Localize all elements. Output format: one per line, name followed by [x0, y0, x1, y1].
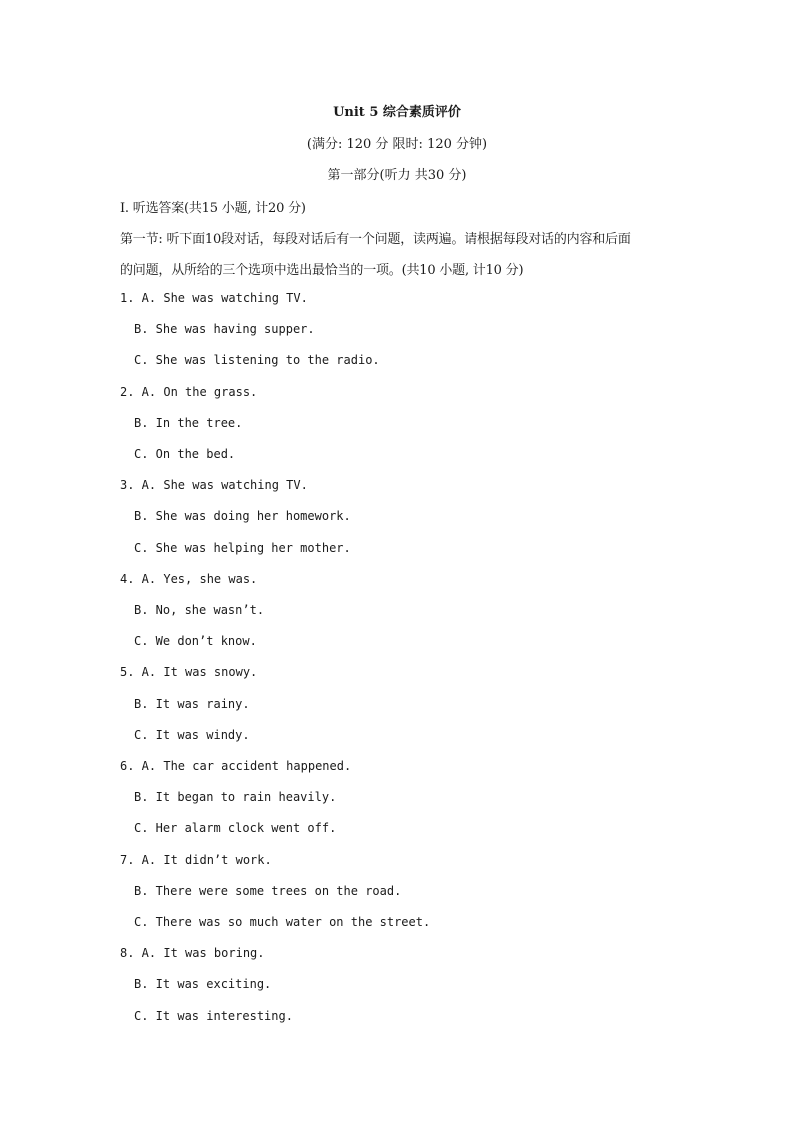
question-4-option-c: C. We don’t know. [134, 634, 257, 648]
question-1-option-a: 1. A. She was watching TV. [120, 291, 308, 305]
question-6-option-a: 6. A. The car accident happened. [120, 759, 352, 773]
question-8-option-c: C. It was interesting. [134, 1009, 293, 1023]
question-5-option-b: B. It was rainy. [134, 697, 250, 711]
question-1-option-b: B. She was having supper. [134, 322, 315, 336]
question-3-option-b: B. She was doing her homework. [134, 509, 351, 523]
page-title: Unit 5 综合素质评价 [333, 105, 461, 120]
instruction-line-2: 的问题，从所给的三个选项中选出最恰当的一项。(共10 小题, 计10 分) [120, 263, 524, 278]
question-7-option-a: 7. A. It didn’t work. [120, 853, 272, 867]
question-2-option-c: C. On the bed. [134, 447, 236, 461]
question-7-option-b: B. There were some trees on the road. [134, 884, 402, 898]
question-3-option-c: C. She was helping her mother. [134, 541, 351, 555]
question-1-option-c: C. She was listening to the radio. [134, 353, 380, 367]
question-4-option-b: B. No, she wasn’t. [134, 603, 265, 617]
question-6-option-b: B. It began to rain heavily. [134, 790, 337, 804]
question-5-option-c: C. It was windy. [134, 728, 250, 742]
section-heading: I. 听选答案(共15 小题, 计20 分) [120, 201, 306, 216]
instruction-line-1: 第一节: 听下面10段对话，每段对话后有一个问题，读两遍。请根据每段对话的内容和后面 [120, 232, 631, 247]
question-8-option-b: B. It was exciting. [134, 977, 272, 991]
score-time-info: (满分: 120 分 限时: 120 分钟) [306, 137, 488, 152]
question-4-option-a: 4. A. Yes, she was. [120, 572, 258, 586]
part-heading: 第一部分(听力 共30 分) [327, 168, 467, 183]
question-6-option-c: C. Her alarm clock went off. [134, 821, 337, 835]
question-5-option-a: 5. A. It was snowy. [120, 665, 258, 679]
question-7-option-c: C. There was so much water on the street. [134, 915, 431, 929]
question-2-option-a: 2. A. On the grass. [120, 385, 258, 399]
question-3-option-a: 3. A. She was watching TV. [120, 478, 308, 492]
question-8-option-a: 8. A. It was boring. [120, 946, 265, 960]
question-2-option-b: B. In the tree. [134, 416, 243, 430]
